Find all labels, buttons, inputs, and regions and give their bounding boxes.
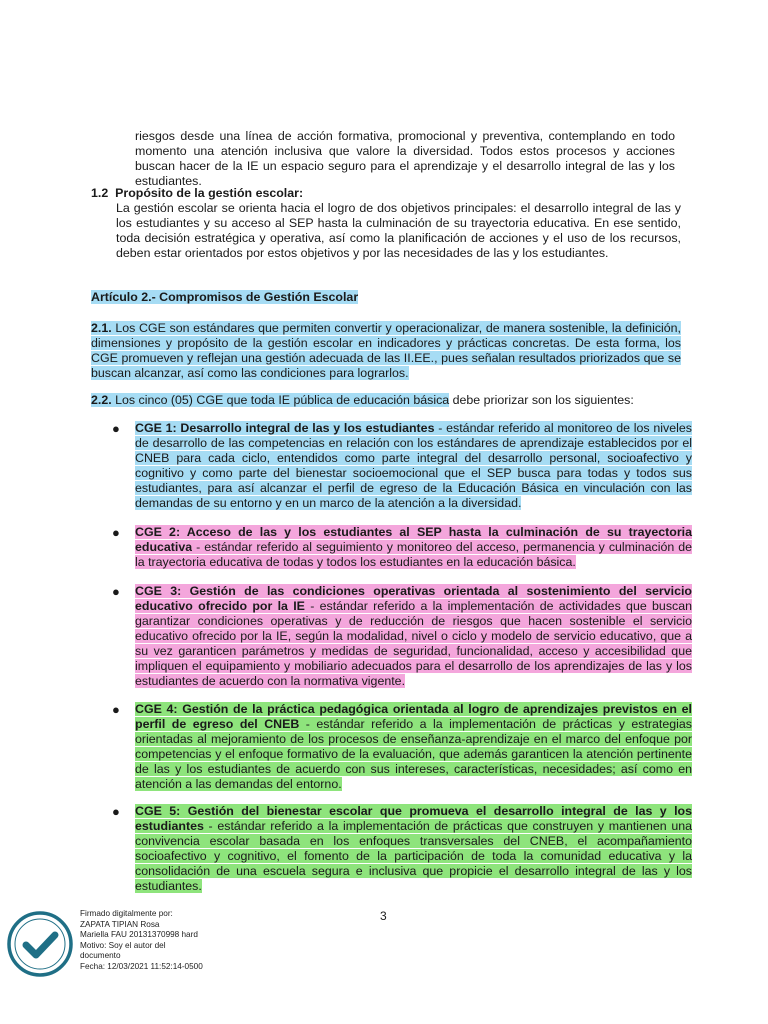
cge-5-text: - estándar referido a la implementación de prácticas que construyen y mantienen una convivencia escolar basada en los enfoques transversales del CNEB, el acompañamiento socioafectivo y cognitivo, el fomento de la participación de toda la comunidad educativa y la consolidación de una escuela segura e inclusiva que propicie el desarrollo integral de las y los estudiantes. [135, 819, 692, 893]
signature-badge [6, 910, 74, 978]
paragraph-2-2 [91, 393, 681, 408]
paragraph-2-1-body [91, 321, 681, 381]
cge-3-text: - estándar referido a la implementación de actividades que buscan garantizar condiciones operativas y de reducción de riesgos que hacen sostenible el servicio educativo ofrecido por la IE, según la modalidad, nivel o ciclo y modelo de servicio educativo, que a su vez garanticen parámetros y medidas de seguridad, funcionalidad, acceso y accesibilidad que impliquen el equipamiento y mobiliario adecuados para el desarrollo de los aprendizajes de las y los estudiantes de acuerdo con la normativa vigente. [135, 599, 692, 688]
cge-5-title: CGE 5: Gestión del bienestar escolar que promueva el desarrollo integral de las y los estudiantes [135, 804, 692, 833]
cge-3-body [135, 584, 692, 689]
paragraph-2-2-text-highlighted: Los cinco (05) CGE que toda IE pública de educación básica [111, 393, 450, 407]
article-title: Artículo 2.- Compromisos de Gestión Escolar [91, 290, 359, 304]
signature-line-3: Mariella FAU 20131370998 hard [80, 930, 198, 940]
intro-paragraph [135, 129, 675, 189]
cge-4-body [135, 702, 692, 792]
bullet-icon: ● [112, 804, 120, 819]
cge-item-5 [112, 804, 692, 894]
cge-1-body [135, 421, 692, 511]
cge-item-2 [112, 525, 692, 570]
bullet-icon: ● [112, 525, 120, 540]
bullet-icon: ● [112, 421, 120, 436]
signature-line-5: documento [80, 951, 121, 961]
signature-text [80, 909, 203, 973]
cge-2-body [135, 525, 692, 570]
section-1-2-text: La gestión escolar se orienta hacia el logro de dos objetivos principales: el desarrollo integral de las y los estudiantes y su acceso al SEP hasta la culminación de su trayectoria educativa. En ese sentido, toda decisión estratégica y operativa, así como la planificación de acciones y el uso de los recursos, deben estar orientados por estos objetivos y por las necesidades de las y los estudiantes. [116, 201, 681, 260]
section-1-2-heading [91, 186, 681, 201]
paragraph-2-2-number: 2.2. [91, 393, 112, 407]
cge-item-1 [112, 421, 692, 511]
checkmark-circle-icon [6, 910, 74, 978]
cge-3-title: CGE 3: Gestión de las condiciones operativas orientada al sostenimiento del servicio educativo ofrecido por la IE [135, 584, 692, 613]
paragraph-2-1-text: Los CGE son estándares que permiten convertir y operacionalizar, de manera sostenible, la definición, dimensiones y propósito de la gestión escolar en indicadores y prácticas concretas. De esta forma, los CGE promueven y reflejan una gestión adecuada de las II.EE., pues señalan resultados priorizados que se buscan alcanzar, así como las condiciones para lograrlos. [91, 321, 681, 380]
signature-line-6: Fecha: 12/03/2021 11:52:14-0500 [80, 961, 203, 971]
signature-line-1: Firmado digitalmente por: [80, 909, 173, 918]
section-1-2-title: Propósito de la gestión escolar: [115, 186, 304, 200]
section-1-2 [91, 186, 681, 261]
signature-line-4: Motivo: Soy el autor del [80, 940, 166, 950]
cge-item-3 [112, 584, 692, 689]
cge-2-title: CGE 2: Acceso de las y los estudiantes al SEP hasta la culminación de su trayectoria educativa [135, 525, 692, 554]
paragraph-2-1 [91, 321, 681, 381]
paragraph-2-1-number: 2.1. [91, 321, 112, 335]
cge-1-title: CGE 1: Desarrollo integral de las y los estudiantes [135, 421, 435, 435]
cge-4-title: CGE 4: Gestión de la práctica pedagógica orientada al logro de aprendizajes previstos en el perfil de egreso del CNEB [135, 702, 692, 731]
section-1-2-number: 1.2 [91, 186, 109, 200]
bullet-icon: ● [112, 702, 120, 717]
cge-1-text: - estándar referido al monitoreo de los niveles de desarrollo de las competencias en relación con los estándares de aprendizaje establecidos por el CNEB para cada ciclo, entendidos como parte integral del desarrollo personal, socioafectivo y cognitivo y como parte del bienestar socioemocional que el SEP busca para todas y todos sus estudiantes, para así alcanzar el perfil de egreso de la Educación Básica en vinculación con las demandas de su entorno y en un marco de la atención a la diversidad. [135, 421, 692, 510]
intro-text: riesgos desde una línea de acción formativa, promocional y preventiva, contemplando en todo momento una atención inclusiva que valore la diversidad. Todos estos procesos y acciones buscan hacer de la IE un espacio seguro para el aprendizaje y el desarrollo integral de las y los estudiantes. [135, 129, 675, 188]
cge-5-body [135, 804, 692, 894]
article-heading [91, 290, 681, 305]
page-number: 3 [380, 909, 387, 923]
paragraph-2-2-text-rest: debe priorizar son los siguientes: [449, 393, 634, 407]
cge-item-4 [112, 702, 692, 792]
bullet-icon: ● [112, 584, 120, 599]
signature-line-2: ZAPATA TIPIAN Rosa [80, 919, 160, 929]
cge-2-text: - estándar referido al seguimiento y monitoreo del acceso, permanencia y culminación de la trayectoria educativa de todas y todos los estudiantes en la educación básica. [135, 540, 692, 569]
cge-4-text: - estándar referido a la implementación de prácticas y estrategias orientadas al mejoramiento de los procesos de enseñanza-aprendizaje en el marco del enfoque por competencias y el enfoque formativo de la evaluación, que además garanticen la atención pertinente de las y los estudiantes de acuerdo con sus intereses, características, necesidades; así como en atención a las demandas del entorno. [135, 717, 692, 791]
paragraph-2-2-body [91, 393, 681, 408]
